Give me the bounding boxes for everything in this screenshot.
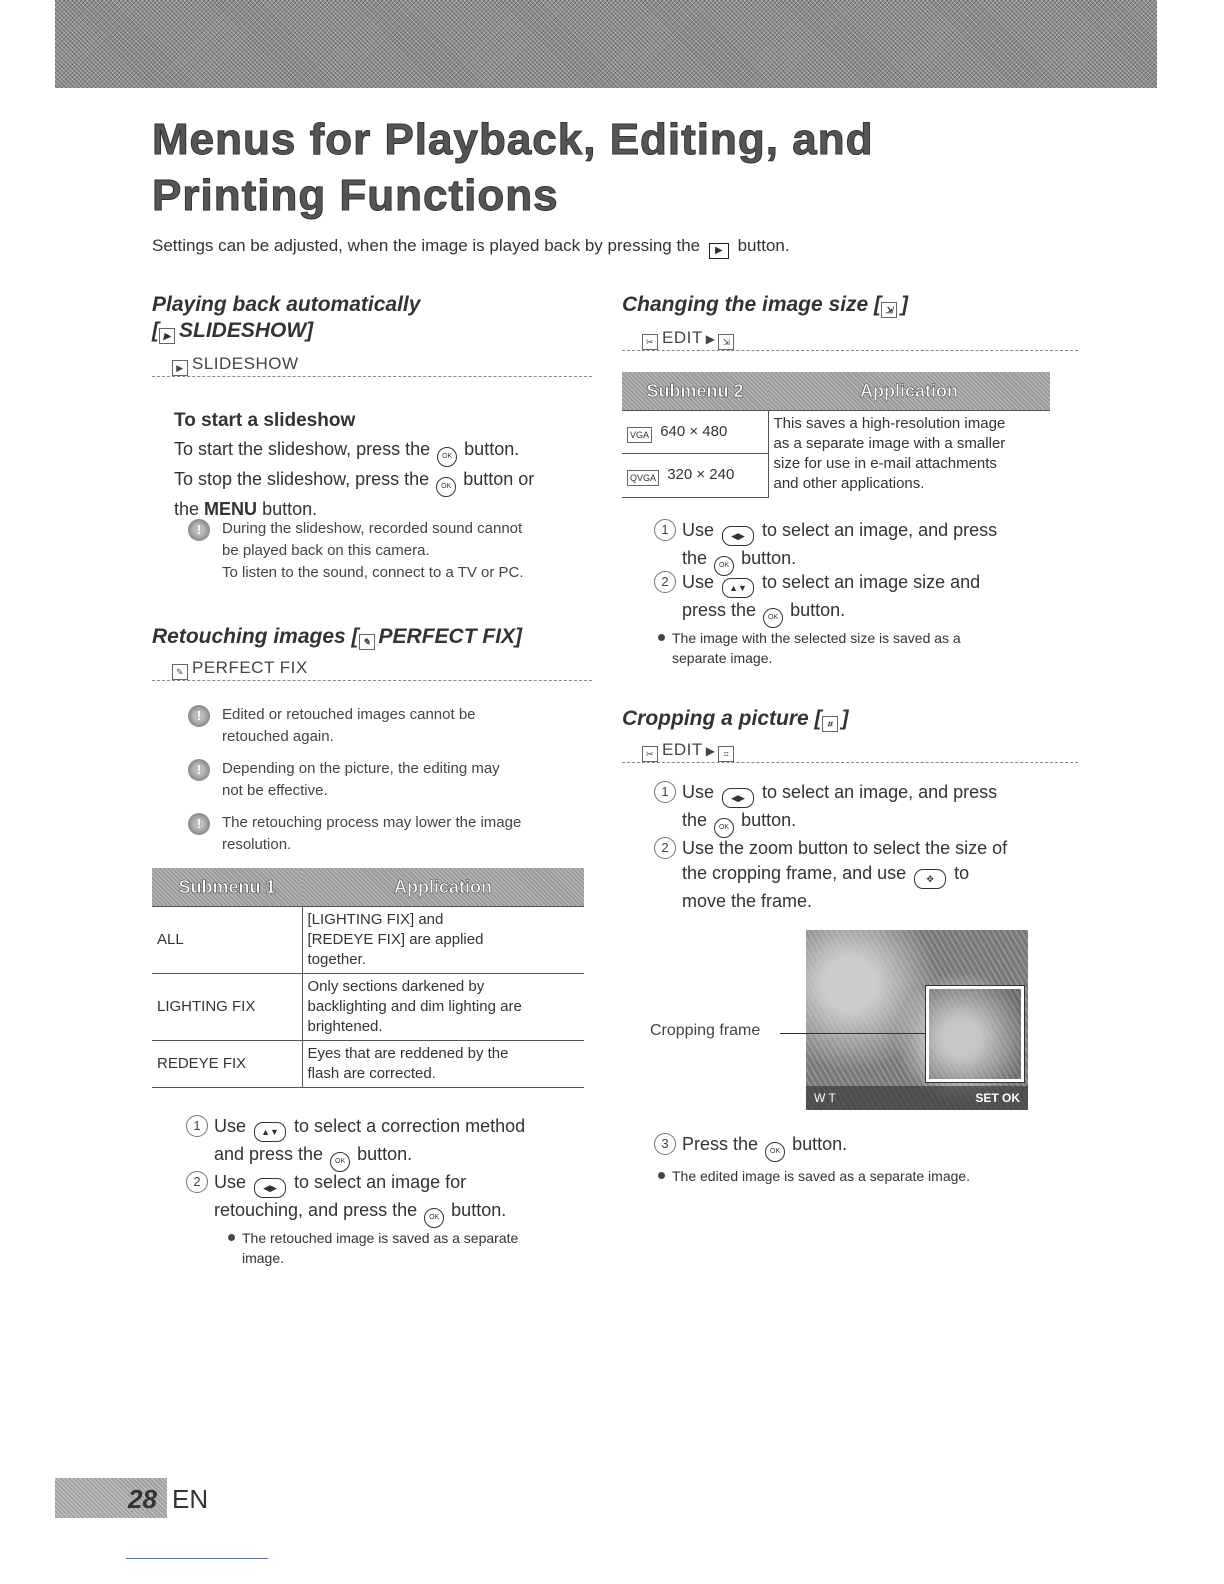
cell-line: together. <box>307 951 366 968</box>
left-right-button-icon: ◀▶ <box>722 788 754 808</box>
page-number: 28 <box>128 1484 157 1514</box>
step-text: Use <box>214 1116 247 1136</box>
screen-status-bar <box>806 1086 1028 1110</box>
step-text: press the <box>682 600 757 620</box>
page-language: EN <box>172 1484 209 1514</box>
step-text: and press the <box>214 1144 324 1164</box>
note-line: To listen to the sound, connect to a TV or PC. <box>222 564 524 581</box>
perfect-fix-step-2 <box>186 1170 614 1228</box>
cropping-frame <box>926 986 1024 1082</box>
stop-menu-post: button. <box>262 499 318 519</box>
crop-title-text: Cropping a picture <box>622 707 809 730</box>
slideshow-body <box>174 437 594 521</box>
ok-button-icon: OK <box>436 477 456 497</box>
bullet-line: The retouched image is saved as a separate <box>242 1230 519 1246</box>
intro-text <box>152 236 790 259</box>
submenu-cell: ALL <box>152 907 302 974</box>
up-down-button-icon: ▲▼ <box>254 1122 286 1142</box>
step-text: button. <box>357 1144 413 1164</box>
arrow-pad-icon: ✥ <box>914 869 946 889</box>
resize-menu-icon: ⇲ <box>718 334 734 350</box>
step-text: the <box>682 548 708 568</box>
resize-title-text: Changing the image size <box>622 293 869 316</box>
resize-icon: ⇲ <box>881 302 897 318</box>
perfect-fix-title-bracket: PERFECT FIX <box>378 625 516 648</box>
cell-line: This saves a high-resolution image <box>773 415 1006 432</box>
perfect-fix-note-2 <box>188 758 642 802</box>
crop-menu-icon: ⌗ <box>718 746 734 762</box>
stop-after: button or <box>463 469 535 489</box>
title-line-2: Printing Functions <box>152 171 559 220</box>
submenu-cell: REDEYE FIX <box>152 1041 302 1088</box>
application-cell <box>302 1041 584 1088</box>
step-number: 2 <box>186 1171 208 1193</box>
perfect-fix-title-text: Retouching images <box>152 625 346 648</box>
crop-step-2 <box>654 836 1092 914</box>
slideshow-subhead: To start a slideshow <box>174 410 356 431</box>
ok-button-icon: OK <box>714 556 734 576</box>
bullet-line: The image with the selected size is saved as a <box>672 630 961 646</box>
edit-menu-icon: ✂ <box>642 746 658 762</box>
title-line-1: Menus for Playback, Editing, and <box>152 115 874 164</box>
perfect-fix-icon: ✎ <box>359 634 375 650</box>
cell-line: [REDEYE FIX] are applied <box>307 931 484 948</box>
bullet-line: separate image. <box>672 650 773 666</box>
note-line: Depending on the picture, the editing may <box>222 760 500 777</box>
ok-button-icon: OK <box>424 1208 444 1228</box>
edit-menu-icon: ✂ <box>642 334 658 350</box>
camera-screen-image <box>806 930 1028 1110</box>
size-option: 640 × 480 <box>660 422 728 440</box>
resize-menu-label: EDIT <box>662 328 703 347</box>
step-text: Use <box>682 572 715 592</box>
step-text: button. <box>741 810 797 830</box>
resize-menu-path <box>622 328 1078 351</box>
submenu-cell <box>622 454 768 497</box>
cell-line: [LIGHTING FIX] and <box>307 911 444 928</box>
crop-step-1 <box>654 780 1082 838</box>
ok-button-icon: OK <box>330 1152 350 1172</box>
left-right-button-icon: ◀▶ <box>254 1178 286 1198</box>
step-text: Press the <box>682 1134 759 1154</box>
step-text: button. <box>741 548 797 568</box>
vga-icon: VGA <box>627 427 652 443</box>
header-band <box>55 0 1157 88</box>
step-text: to select an image, and press <box>762 782 998 802</box>
slideshow-title: Playing back automatically [ ▶ SLIDESHOW] <box>152 293 421 342</box>
step-text: Use <box>682 520 715 540</box>
crop-step-3 <box>654 1132 1082 1162</box>
step-text: Use the zoom button to select the size of <box>682 838 1008 858</box>
slideshow-note <box>188 518 642 584</box>
bullet-line: image. <box>242 1250 285 1266</box>
slideshow-icon: ▶ <box>159 328 175 344</box>
qvga-icon: QVGA <box>627 470 659 486</box>
perfect-fix-bullet <box>226 1228 602 1268</box>
step-text: to select an image for <box>294 1172 467 1192</box>
cell-line: flash are corrected. <box>307 1065 436 1082</box>
note-line: Edited or retouched images cannot be <box>222 706 476 723</box>
slideshow-menu-path <box>152 354 592 377</box>
intro-before: Settings can be adjusted, when the image is played back by pressing the <box>152 236 701 255</box>
page-title <box>152 112 1052 224</box>
step-text: Use <box>682 782 715 802</box>
up-down-button-icon: ▲▼ <box>722 578 754 598</box>
cell-line: as a separate image with a smaller <box>773 435 1006 452</box>
step-text: button. <box>792 1134 848 1154</box>
step-number: 1 <box>654 781 676 803</box>
size-option: 320 × 240 <box>667 465 735 483</box>
step-text: Use <box>214 1172 247 1192</box>
resize-bullet <box>656 628 1072 668</box>
step-text: to select an image size and <box>762 572 981 592</box>
playback-icon: ▶ <box>709 243 729 259</box>
perfect-fix-menu-path <box>152 658 592 681</box>
table-row <box>622 411 1050 454</box>
submenu2-table <box>622 372 1050 498</box>
perfect-fix-menu-label: PERFECT FIX <box>192 658 308 677</box>
step-text: move the frame. <box>682 891 813 911</box>
resize-step-1 <box>654 518 1082 576</box>
application-cell <box>302 974 584 1041</box>
step-text: to <box>954 863 970 883</box>
step-text: the cropping frame, and use <box>682 863 907 883</box>
application-cell <box>768 411 1050 498</box>
cropping-frame-label: Cropping frame <box>650 1022 761 1039</box>
ok-button-icon: OK <box>765 1142 785 1162</box>
step-number: 1 <box>654 519 676 541</box>
cell-line: brightened. <box>307 1018 383 1035</box>
application-cell <box>302 907 584 974</box>
slideshow-title-line2: SLIDESHOW <box>179 319 307 342</box>
note-line: be played back on this camera. <box>222 542 430 559</box>
crop-menu-path <box>622 740 1078 763</box>
crop-menu-label: EDIT <box>662 740 703 759</box>
ok-button-icon: OK <box>714 818 734 838</box>
bottom-rule <box>126 1558 268 1559</box>
zoom-indicator: W T <box>814 1091 836 1105</box>
caution-icon: ! <box>188 519 210 541</box>
table-row <box>152 974 584 1041</box>
step-number: 3 <box>654 1133 676 1155</box>
crop-bullet: The edited image is saved as a separate image. <box>656 1166 1072 1186</box>
crop-icon: ⌗ <box>822 716 838 732</box>
caution-icon: ! <box>188 813 210 835</box>
step-text: to select an image, and press <box>762 520 998 540</box>
slideshow-title-line1: Playing back automatically <box>152 293 421 316</box>
slideshow-menu-label: SLIDESHOW <box>192 354 299 373</box>
start-before: To start the slideshow, press the <box>174 439 431 459</box>
note-line: During the slideshow, recorded sound cannot <box>222 520 523 537</box>
perfect-fix-title: Retouching images [ ✎ PERFECT FIX] <box>152 625 523 648</box>
submenu-cell: LIGHTING FIX <box>152 974 302 1041</box>
ok-button-icon: OK <box>763 608 783 628</box>
stop-before: To stop the slideshow, press the <box>174 469 430 489</box>
table-row <box>152 1041 584 1088</box>
slideshow-menu-icon: ▶ <box>172 360 188 376</box>
intro-after: button. <box>737 236 790 255</box>
set-ok-indicator: SET OK <box>975 1091 1020 1105</box>
callout-line <box>780 1033 926 1034</box>
crop-title: Cropping a picture [ ⌗ ] <box>622 707 849 730</box>
step-text: button. <box>790 600 846 620</box>
step-number: 2 <box>654 837 676 859</box>
perfect-fix-step-1 <box>186 1114 614 1172</box>
table-header: Submenu 1 <box>152 868 302 907</box>
step-text: to select a correction method <box>294 1116 526 1136</box>
table-row <box>152 907 584 974</box>
cell-line: and other applications. <box>773 475 925 492</box>
start-after: button. <box>464 439 520 459</box>
perfect-fix-menu-icon: ✎ <box>172 664 188 680</box>
left-right-button-icon: ◀▶ <box>722 526 754 546</box>
table-header: Application <box>768 372 1050 411</box>
ok-button-icon: OK <box>437 447 457 467</box>
resize-step-2 <box>654 570 1082 628</box>
menu-button-label: MENU <box>204 499 258 519</box>
note-line: The retouching process may lower the image <box>222 814 522 831</box>
cell-line: Only sections darkened by <box>307 978 485 995</box>
table-header: Application <box>302 868 584 907</box>
caution-icon: ! <box>188 759 210 781</box>
cell-line: backlighting and dim lighting are <box>307 998 522 1015</box>
submenu1-table <box>152 868 584 1088</box>
perfect-fix-note-1 <box>188 704 642 748</box>
caution-icon: ! <box>188 705 210 727</box>
cell-line: size for use in e-mail attachments <box>773 455 997 472</box>
table-header: Submenu 2 <box>622 372 768 411</box>
arrow-right-icon: ▶ <box>705 332 716 346</box>
step-number: 2 <box>654 571 676 593</box>
cell-line: Eyes that are reddened by the <box>307 1045 509 1062</box>
step-text: the <box>682 810 708 830</box>
note-line: retouched again. <box>222 728 334 745</box>
perfect-fix-note-3 <box>188 812 642 856</box>
step-number: 1 <box>186 1115 208 1137</box>
submenu-cell <box>622 411 768 454</box>
arrow-right-icon: ▶ <box>705 744 716 758</box>
note-line: resolution. <box>222 836 292 853</box>
resize-title: Changing the image size [ ⇲ ] <box>622 293 909 316</box>
step-text: button. <box>451 1200 507 1220</box>
stop-menu-pre: the <box>174 499 200 519</box>
note-line: not be effective. <box>222 782 328 799</box>
step-text: retouching, and press the <box>214 1200 418 1220</box>
